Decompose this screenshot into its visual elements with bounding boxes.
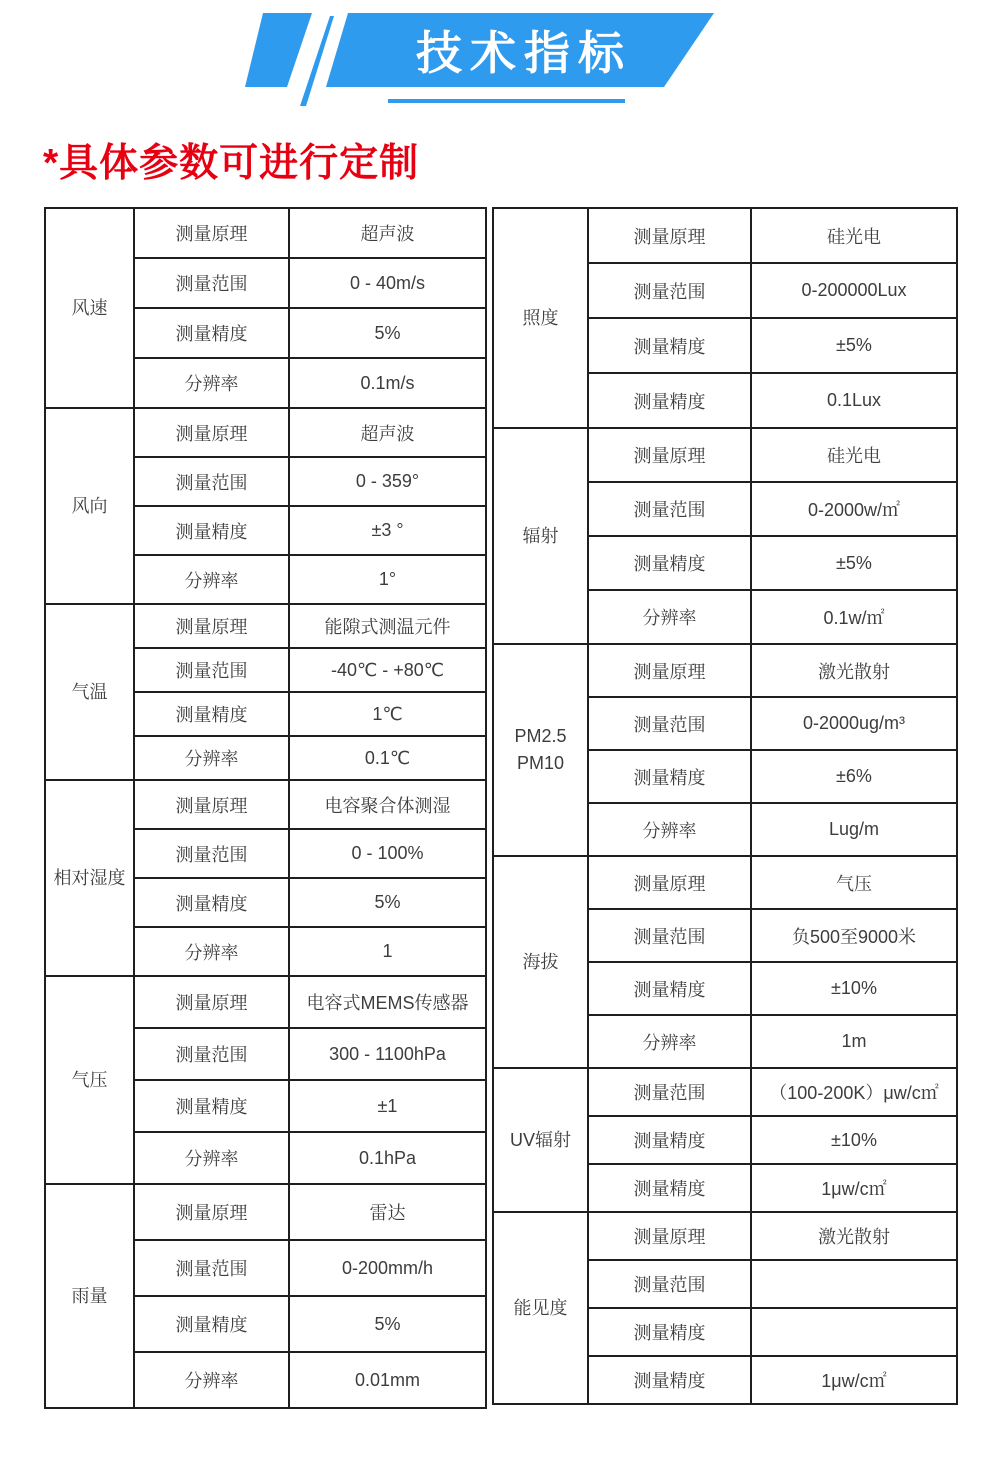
spec-row [493, 1068, 957, 1116]
spec-label: 测量原理 [588, 644, 751, 697]
spec-label: 测量精度 [588, 1308, 751, 1356]
spec-value: 0-200000Lux [751, 263, 957, 318]
section-name: 风向 [45, 408, 134, 604]
spec-label: 测量原理 [134, 780, 289, 829]
spec-label: 测量精度 [588, 750, 751, 803]
spec-label: 测量精度 [134, 878, 289, 927]
spec-label: 测量精度 [134, 692, 289, 736]
spec-label: 测量范围 [134, 457, 289, 506]
spec-label: 测量精度 [588, 536, 751, 590]
page-title: 技术指标 [416, 27, 632, 79]
spec-value: 0-2000ug/m³ [751, 697, 957, 750]
spec-value: 能隙式测温元件 [289, 604, 486, 648]
customization-note: *具体参数可进行定制 [43, 142, 420, 185]
spec-label: 测量范围 [588, 1260, 751, 1308]
spec-label: 测量精度 [134, 308, 289, 358]
spec-label: 测量精度 [588, 1356, 751, 1404]
spec-row [493, 644, 957, 697]
spec-value: 0.1hPa [289, 1132, 486, 1184]
banner-left-parallelogram [245, 13, 312, 87]
spec-section [493, 208, 957, 428]
spec-row [493, 428, 957, 482]
spec-label: 测量精度 [588, 1116, 751, 1164]
spec-section [45, 408, 486, 604]
spec-section [493, 1212, 957, 1404]
spec-label: 测量精度 [588, 373, 751, 428]
section-name: 风速 [45, 208, 134, 408]
spec-value: 0.1w/㎡ [751, 590, 957, 644]
spec-row [45, 976, 486, 1028]
spec-label: 测量范围 [588, 263, 751, 318]
spec-label: 分辨率 [588, 1015, 751, 1068]
spec-label: 测量原理 [588, 428, 751, 482]
spec-row [45, 780, 486, 829]
spec-row [45, 408, 486, 457]
spec-value: 5% [289, 878, 486, 927]
spec-value: 负500至9000米 [751, 909, 957, 962]
spec-label: 测量范围 [134, 258, 289, 308]
spec-value: （100-200K）μw/c㎡ [751, 1068, 957, 1116]
spec-label: 测量范围 [134, 648, 289, 692]
spec-value: 电容式MEMS传感器 [289, 976, 486, 1028]
banner-underline [388, 99, 625, 103]
spec-value: 0 - 100% [289, 829, 486, 878]
spec-label: 分辨率 [134, 555, 289, 604]
spec-value: 5% [289, 1296, 486, 1352]
spec-label: 测量精度 [134, 1296, 289, 1352]
spec-label: 分辨率 [134, 1352, 289, 1408]
spec-label: 测量原理 [134, 1184, 289, 1240]
spec-table-left [44, 207, 487, 1409]
spec-value: 1° [289, 555, 486, 604]
spec-row [493, 1212, 957, 1260]
spec-row [493, 856, 957, 909]
spec-value: ±3 ° [289, 506, 486, 555]
spec-label: 测量精度 [588, 962, 751, 1015]
spec-label: 测量范围 [588, 1068, 751, 1116]
spec-section [493, 856, 957, 1068]
spec-value: 激光散射 [751, 1212, 957, 1260]
section-name: 气温 [45, 604, 134, 780]
section-name: UV辐射 [493, 1068, 588, 1212]
spec-label: 分辨率 [134, 1132, 289, 1184]
spec-label: 测量原理 [134, 604, 289, 648]
section-name: 海拔 [493, 856, 588, 1068]
section-name: PM2.5 PM10 [493, 644, 588, 856]
spec-value: -40℃ - +80℃ [289, 648, 486, 692]
spec-value: ±10% [751, 1116, 957, 1164]
spec-label: 测量原理 [134, 208, 289, 258]
section-name: 能见度 [493, 1212, 588, 1404]
spec-label: 测量范围 [588, 909, 751, 962]
section-name: 辐射 [493, 428, 588, 644]
spec-value [751, 1308, 957, 1356]
spec-label: 测量原理 [134, 976, 289, 1028]
spec-section [493, 644, 957, 856]
spec-value: 0 - 359° [289, 457, 486, 506]
spec-value: 0.1℃ [289, 736, 486, 780]
spec-value: 1 [289, 927, 486, 976]
section-name: 雨量 [45, 1184, 134, 1408]
spec-value: 300 - 1100hPa [289, 1028, 486, 1080]
spec-value: 硅光电 [751, 208, 957, 263]
spec-value: 雷达 [289, 1184, 486, 1240]
spec-row [45, 604, 486, 648]
section-name: 相对湿度 [45, 780, 134, 976]
spec-value [751, 1260, 957, 1308]
title-banner [0, 0, 1000, 130]
spec-label: 测量精度 [588, 1164, 751, 1212]
spec-label: 分辨率 [588, 590, 751, 644]
spec-value: 硅光电 [751, 428, 957, 482]
spec-row [45, 208, 486, 258]
section-name: 照度 [493, 208, 588, 428]
spec-value: 0-200mm/h [289, 1240, 486, 1296]
spec-value: 电容聚合体测湿 [289, 780, 486, 829]
spec-label: 测量原理 [588, 856, 751, 909]
spec-label: 测量范围 [134, 1028, 289, 1080]
spec-value: 超声波 [289, 408, 486, 457]
spec-label: 测量原理 [588, 1212, 751, 1260]
spec-value: Lug/m [751, 803, 957, 856]
spec-label: 测量精度 [134, 506, 289, 555]
spec-value: ±1 [289, 1080, 486, 1132]
spec-section [45, 208, 486, 408]
spec-value: 0 - 40m/s [289, 258, 486, 308]
spec-label: 分辨率 [134, 358, 289, 408]
spec-section [45, 1184, 486, 1408]
spec-row [493, 208, 957, 263]
spec-value: 超声波 [289, 208, 486, 258]
spec-value: 0.1Lux [751, 373, 957, 428]
spec-value: ±5% [751, 536, 957, 590]
spec-value: 1μw/c㎡ [751, 1356, 957, 1404]
spec-label: 测量范围 [134, 1240, 289, 1296]
section-name: 气压 [45, 976, 134, 1184]
spec-section [45, 604, 486, 780]
spec-label: 测量范围 [588, 697, 751, 750]
spec-label: 测量范围 [134, 829, 289, 878]
spec-label: 测量精度 [134, 1080, 289, 1132]
spec-label: 测量原理 [134, 408, 289, 457]
spec-value: 0.01mm [289, 1352, 486, 1408]
spec-section [45, 780, 486, 976]
spec-value: 1m [751, 1015, 957, 1068]
spec-value: 5% [289, 308, 486, 358]
spec-row [45, 1184, 486, 1240]
spec-label: 分辨率 [134, 927, 289, 976]
spec-section [493, 1068, 957, 1212]
spec-value: ±5% [751, 318, 957, 373]
spec-value: ±6% [751, 750, 957, 803]
spec-label: 测量精度 [588, 318, 751, 373]
spec-value: 0.1m/s [289, 358, 486, 408]
spec-label: 测量原理 [588, 208, 751, 263]
spec-section [493, 428, 957, 644]
spec-value: 1℃ [289, 692, 486, 736]
spec-value: 气压 [751, 856, 957, 909]
spec-label: 测量范围 [588, 482, 751, 536]
spec-section [45, 976, 486, 1184]
spec-value: ±10% [751, 962, 957, 1015]
spec-value: 激光散射 [751, 644, 957, 697]
spec-label: 分辨率 [134, 736, 289, 780]
spec-label: 分辨率 [588, 803, 751, 856]
spec-value: 1μw/c㎡ [751, 1164, 957, 1212]
spec-value: 0-2000w/㎡ [751, 482, 957, 536]
spec-table-right [492, 207, 958, 1405]
